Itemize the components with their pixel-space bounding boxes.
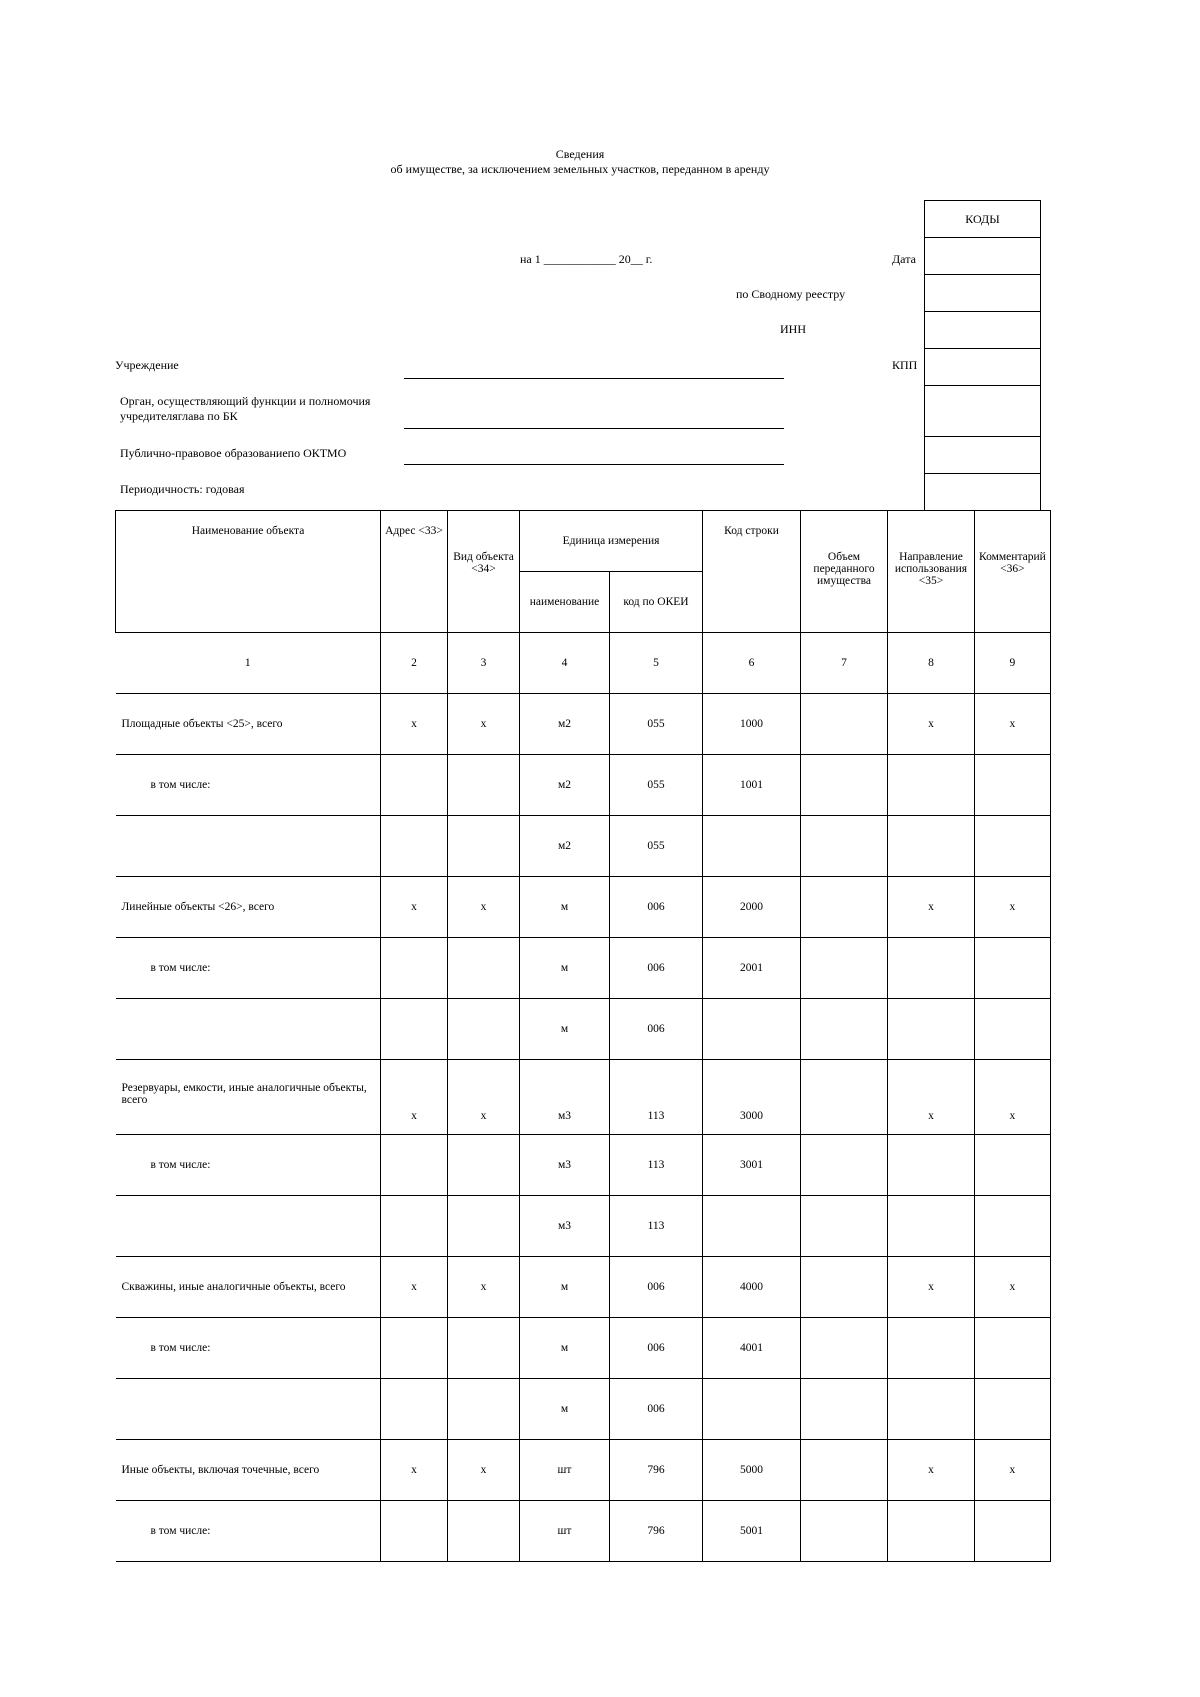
header-okei-code: код по ОКЕИ <box>610 572 703 633</box>
column-number: 8 <box>888 633 975 694</box>
cell-addr: х <box>381 877 448 938</box>
table-row <box>116 816 1051 877</box>
cell-code[interactable] <box>703 816 801 877</box>
cell-okei: 113 <box>610 1135 703 1196</box>
cell-dir[interactable] <box>888 938 975 999</box>
property-table <box>115 510 1051 1562</box>
cell-vid: х <box>448 1257 520 1318</box>
cell-unit: м3 <box>520 1135 610 1196</box>
cell-code: 5001 <box>703 1501 801 1562</box>
cell-unit: м3 <box>520 1060 610 1135</box>
cell-addr[interactable] <box>381 938 448 999</box>
cell-vol[interactable] <box>801 1379 888 1440</box>
cell-dir[interactable] <box>888 1318 975 1379</box>
cell-okei: 006 <box>610 999 703 1060</box>
cell-okei: 796 <box>610 1440 703 1501</box>
cell-name: Площадные объекты <25>, всего <box>116 694 381 755</box>
cell-okei: 055 <box>610 816 703 877</box>
cell-comment: х <box>975 877 1051 938</box>
header-comment: Комментарий <36> <box>975 511 1051 633</box>
cell-vol[interactable] <box>801 1501 888 1562</box>
cell-dir: х <box>888 1440 975 1501</box>
cell-vid[interactable] <box>448 938 520 999</box>
cell-unit: м <box>520 1257 610 1318</box>
svod-reestr-label: по Сводному реестру <box>736 287 846 301</box>
cell-addr[interactable] <box>381 999 448 1060</box>
header-direction: Направление использования <35> <box>888 511 975 633</box>
cell-vol[interactable] <box>801 1135 888 1196</box>
code-kpp-cell[interactable] <box>925 349 1040 386</box>
column-number: 2 <box>381 633 448 694</box>
cell-comment: х <box>975 1060 1051 1135</box>
cell-vid[interactable] <box>448 755 520 816</box>
kpp-label: КПП <box>892 358 918 372</box>
table-row <box>116 877 1051 938</box>
cell-vid[interactable] <box>448 1318 520 1379</box>
code-inn-cell[interactable] <box>925 312 1040 349</box>
cell-comment[interactable] <box>975 1379 1051 1440</box>
cell-code: 3000 <box>703 1060 801 1135</box>
column-number-row <box>116 633 1051 694</box>
table-row <box>116 1318 1051 1379</box>
cell-vid: х <box>448 877 520 938</box>
cell-vol[interactable] <box>801 1257 888 1318</box>
code-date-cell[interactable] <box>925 238 1040 275</box>
cell-unit: шт <box>520 1501 610 1562</box>
cell-name: Линейные объекты <26>, всего <box>116 877 381 938</box>
cell-comment[interactable] <box>975 816 1051 877</box>
cell-code: 4001 <box>703 1318 801 1379</box>
organ-field-line[interactable] <box>404 428 784 429</box>
header-volume: Объем переданного имущества <box>801 511 888 633</box>
cell-comment[interactable] <box>975 1318 1051 1379</box>
column-number: 9 <box>975 633 1051 694</box>
column-number: 5 <box>610 633 703 694</box>
cell-comment: х <box>975 1257 1051 1318</box>
cell-addr[interactable] <box>381 755 448 816</box>
cell-okei: 006 <box>610 1318 703 1379</box>
cell-vol[interactable] <box>801 1196 888 1257</box>
cell-unit: м <box>520 999 610 1060</box>
cell-addr: х <box>381 1060 448 1135</box>
cell-comment[interactable] <box>975 755 1051 816</box>
cell-comment: х <box>975 1440 1051 1501</box>
date-label: Дата <box>892 252 916 266</box>
cell-vol[interactable] <box>801 1060 888 1135</box>
cell-unit: шт <box>520 1440 610 1501</box>
cell-vid: х <box>448 1060 520 1135</box>
cell-addr[interactable] <box>381 1379 448 1440</box>
cell-dir[interactable] <box>888 816 975 877</box>
cell-vid[interactable] <box>448 1501 520 1562</box>
cell-vol[interactable] <box>801 816 888 877</box>
cell-okei: 055 <box>610 694 703 755</box>
periodicity-label: Периодичность: годовая <box>120 482 245 496</box>
cell-code: 3001 <box>703 1135 801 1196</box>
cell-addr[interactable] <box>381 816 448 877</box>
cell-addr[interactable] <box>381 1196 448 1257</box>
header-unit-name: наименование <box>520 572 610 633</box>
cell-vid[interactable] <box>448 1196 520 1257</box>
cell-name: Резервуары, емкости, иные аналогичные объекты, всего <box>116 1060 381 1135</box>
column-number: 6 <box>703 633 801 694</box>
cell-vol[interactable] <box>801 1440 888 1501</box>
column-number: 4 <box>520 633 610 694</box>
cell-okei: 113 <box>610 1196 703 1257</box>
column-number: 1 <box>116 633 381 694</box>
cell-dir: х <box>888 877 975 938</box>
cell-addr: х <box>381 1257 448 1318</box>
cell-name: в том числе: <box>116 1318 381 1379</box>
codes-box <box>924 200 1041 511</box>
cell-code[interactable] <box>703 999 801 1060</box>
cell-name: в том числе: <box>116 938 381 999</box>
table-row <box>116 1379 1051 1440</box>
cell-comment[interactable] <box>975 1135 1051 1196</box>
organ-label: Орган, осуществляющий функции и полномочия учредителяглава по БК <box>120 394 371 423</box>
inn-label: ИНН <box>780 322 806 336</box>
cell-vol[interactable] <box>801 877 888 938</box>
table-row <box>116 1501 1051 1562</box>
cell-vid: х <box>448 1440 520 1501</box>
cell-code: 4000 <box>703 1257 801 1318</box>
document-title: Сведения <box>555 147 605 161</box>
cell-unit: м <box>520 1379 610 1440</box>
institution-field-line[interactable] <box>404 378 784 379</box>
cell-name <box>116 1379 381 1440</box>
table-row <box>116 1196 1051 1257</box>
cell-addr: х <box>381 694 448 755</box>
header-row-code: Код строки <box>703 511 801 633</box>
cell-unit: м <box>520 1318 610 1379</box>
cell-name <box>116 1196 381 1257</box>
public-entity-label: Публично-правовое образованиепо ОКТМО <box>120 446 347 460</box>
cell-comment: х <box>975 694 1051 755</box>
table-row <box>116 755 1051 816</box>
table-row <box>116 1257 1051 1318</box>
cell-code: 5000 <box>703 1440 801 1501</box>
cell-unit: м2 <box>520 694 610 755</box>
cell-code: 2001 <box>703 938 801 999</box>
cell-name: в том числе: <box>116 1135 381 1196</box>
cell-code: 1000 <box>703 694 801 755</box>
cell-vid[interactable] <box>448 1135 520 1196</box>
cell-comment[interactable] <box>975 1196 1051 1257</box>
cell-dir: х <box>888 1060 975 1135</box>
cell-dir[interactable] <box>888 1379 975 1440</box>
cell-vid[interactable] <box>448 816 520 877</box>
cell-okei: 006 <box>610 938 703 999</box>
cell-dir[interactable] <box>888 1501 975 1562</box>
codes-header: КОДЫ <box>925 201 1040 238</box>
cell-addr: х <box>381 1440 448 1501</box>
table-row <box>116 1060 1051 1135</box>
cell-okei: 113 <box>610 1060 703 1135</box>
table-row <box>116 938 1051 999</box>
cell-unit: м2 <box>520 755 610 816</box>
cell-vol[interactable] <box>801 999 888 1060</box>
cell-vid[interactable] <box>448 999 520 1060</box>
cell-name: Иные объекты, включая точечные, всего <box>116 1440 381 1501</box>
cell-dir: х <box>888 694 975 755</box>
cell-dir[interactable] <box>888 1135 975 1196</box>
header-unit: Единица измерения <box>520 511 703 572</box>
report-date-line: на 1 ____________ 20__ г. <box>520 252 653 266</box>
cell-comment[interactable] <box>975 938 1051 999</box>
code-oktmo-cell[interactable] <box>925 437 1040 474</box>
cell-unit: м <box>520 877 610 938</box>
cell-dir[interactable] <box>888 755 975 816</box>
cell-comment[interactable] <box>975 1501 1051 1562</box>
cell-name <box>116 816 381 877</box>
cell-code: 1001 <box>703 755 801 816</box>
cell-vid[interactable] <box>448 1379 520 1440</box>
cell-comment[interactable] <box>975 999 1051 1060</box>
cell-name: в том числе: <box>116 1501 381 1562</box>
table-row <box>116 1135 1051 1196</box>
cell-code: 2000 <box>703 877 801 938</box>
code-glava-cell[interactable] <box>925 386 1040 437</box>
cell-dir[interactable] <box>888 999 975 1060</box>
cell-unit: м3 <box>520 1196 610 1257</box>
table-row <box>116 694 1051 755</box>
cell-okei: 006 <box>610 1379 703 1440</box>
header-address: Адрес <33> <box>381 511 448 633</box>
cell-unit: м2 <box>520 816 610 877</box>
cell-okei: 796 <box>610 1501 703 1562</box>
cell-unit: м <box>520 938 610 999</box>
cell-vid: х <box>448 694 520 755</box>
column-number: 7 <box>801 633 888 694</box>
public-entity-field-line[interactable] <box>404 464 784 465</box>
cell-name: Скважины, иные аналогичные объекты, всего <box>116 1257 381 1318</box>
cell-vol[interactable] <box>801 755 888 816</box>
cell-addr[interactable] <box>381 1501 448 1562</box>
table-row <box>116 1440 1051 1501</box>
cell-name: в том числе: <box>116 755 381 816</box>
cell-dir: х <box>888 1257 975 1318</box>
code-period-cell[interactable] <box>925 474 1040 511</box>
cell-name <box>116 999 381 1060</box>
cell-okei: 006 <box>610 1257 703 1318</box>
header-object-type: Вид объекта <34> <box>448 511 520 633</box>
cell-okei: 055 <box>610 755 703 816</box>
cell-dir[interactable] <box>888 1196 975 1257</box>
cell-vol[interactable] <box>801 694 888 755</box>
table-row <box>116 999 1051 1060</box>
cell-addr[interactable] <box>381 1135 448 1196</box>
cell-vol[interactable] <box>801 938 888 999</box>
column-number: 3 <box>448 633 520 694</box>
cell-addr[interactable] <box>381 1318 448 1379</box>
document-subtitle: об имуществе, за исключением земельных участков, переданном в аренду <box>390 162 770 176</box>
cell-okei: 006 <box>610 877 703 938</box>
header-object-name: Наименование объекта <box>116 511 381 633</box>
cell-code[interactable] <box>703 1379 801 1440</box>
cell-code[interactable] <box>703 1196 801 1257</box>
code-svod-reestr-cell[interactable] <box>925 275 1040 312</box>
institution-label: Учреждение <box>115 358 179 372</box>
cell-vol[interactable] <box>801 1318 888 1379</box>
